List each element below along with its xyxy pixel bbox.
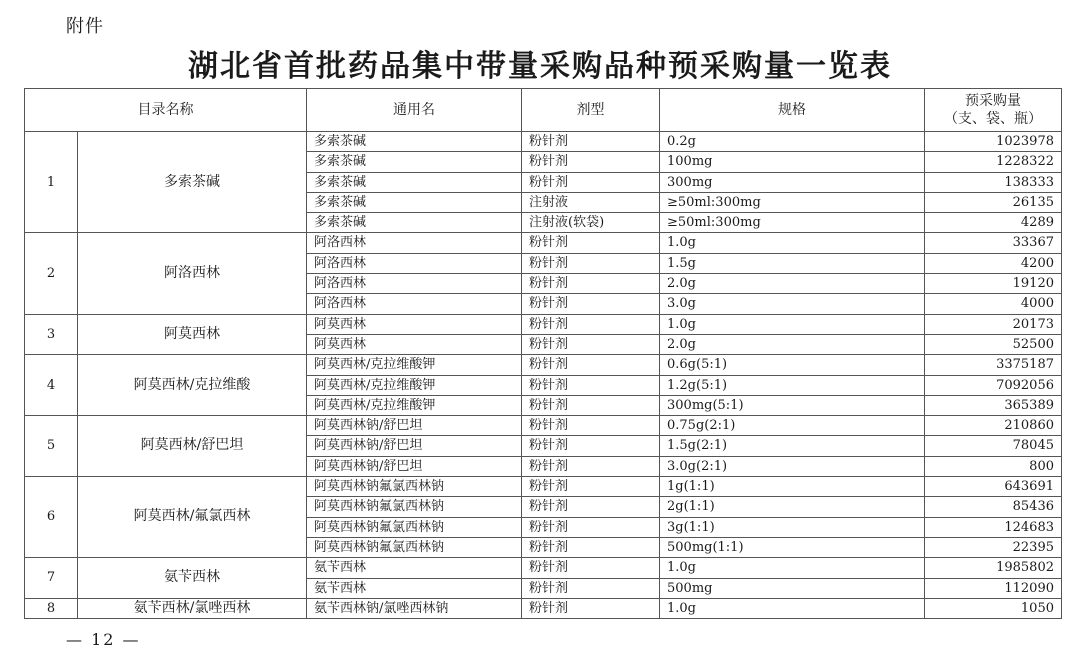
generic-name-cell: 阿洛西林 xyxy=(307,233,522,253)
generic-name-cell: 阿莫西林钠/舒巴坦 xyxy=(307,456,522,476)
specification-cell: 1.0g xyxy=(660,314,925,334)
quantity-cell: 210860 xyxy=(925,416,1062,436)
table-row xyxy=(25,314,1062,334)
generic-name-cell: 阿莫西林钠氟氯西林钠 xyxy=(307,517,522,537)
quantity-cell: 78045 xyxy=(925,436,1062,456)
generic-name-cell: 阿莫西林钠氟氯西林钠 xyxy=(307,477,522,497)
dosage-form-cell: 粉针剂 xyxy=(522,517,660,537)
specification-cell: 100mg xyxy=(660,152,925,172)
quantity-cell: 19120 xyxy=(925,274,1062,294)
generic-name-cell: 多索茶碱 xyxy=(307,213,522,233)
dosage-form-cell: 粉针剂 xyxy=(522,132,660,152)
dosage-form-cell: 粉针剂 xyxy=(522,416,660,436)
group-number: 4 xyxy=(25,355,78,416)
generic-name-cell: 阿莫西林钠氟氯西林钠 xyxy=(307,537,522,557)
quantity-cell: 3375187 xyxy=(925,355,1062,375)
generic-name-cell: 阿莫西林钠/舒巴坦 xyxy=(307,436,522,456)
generic-name-cell: 阿莫西林/克拉维酸钾 xyxy=(307,395,522,415)
group-number: 8 xyxy=(25,598,78,618)
table-row xyxy=(25,355,1062,375)
dosage-form-cell: 粉针剂 xyxy=(522,558,660,578)
generic-name-cell: 多索茶碱 xyxy=(307,192,522,212)
quantity-cell: 124683 xyxy=(925,517,1062,537)
quantity-cell: 22395 xyxy=(925,537,1062,557)
specification-cell: 0.2g xyxy=(660,132,925,152)
dosage-form-cell: 粉针剂 xyxy=(522,436,660,456)
quantity-cell: 33367 xyxy=(925,233,1062,253)
dosage-form-cell: 粉针剂 xyxy=(522,598,660,618)
dosage-form-cell: 粉针剂 xyxy=(522,456,660,476)
group-number: 3 xyxy=(25,314,78,355)
quantity-cell: 1050 xyxy=(925,598,1062,618)
group-number: 2 xyxy=(25,233,78,314)
specification-cell: 1.0g xyxy=(660,558,925,578)
generic-name-cell: 阿洛西林 xyxy=(307,274,522,294)
header-quantity xyxy=(925,89,1062,132)
header-generic: 通用名 xyxy=(307,89,522,132)
catalog-name: 阿莫西林/氟氯西林 xyxy=(78,477,307,558)
table-row xyxy=(25,598,1062,618)
specification-cell: 0.75g(2:1) xyxy=(660,416,925,436)
quantity-cell: 643691 xyxy=(925,477,1062,497)
catalog-name: 阿洛西林 xyxy=(78,233,307,314)
generic-name-cell: 阿莫西林 xyxy=(307,314,522,334)
quantity-cell: 800 xyxy=(925,456,1062,476)
catalog-name: 阿莫西林 xyxy=(78,314,307,355)
dosage-form-cell: 注射液 xyxy=(522,192,660,212)
generic-name-cell: 阿莫西林钠氟氯西林钠 xyxy=(307,497,522,517)
dosage-form-cell: 粉针剂 xyxy=(522,537,660,557)
catalog-name: 阿莫西林/舒巴坦 xyxy=(78,416,307,477)
quantity-cell: 1228322 xyxy=(925,152,1062,172)
quantity-cell: 20173 xyxy=(925,314,1062,334)
specification-cell: ≥50ml:300mg xyxy=(660,192,925,212)
dosage-form-cell: 粉针剂 xyxy=(522,274,660,294)
catalog-name: 氨苄西林/氯唑西林 xyxy=(78,598,307,618)
dosage-form-cell: 粉针剂 xyxy=(522,477,660,497)
quantity-cell: 365389 xyxy=(925,395,1062,415)
dosage-form-cell: 粉针剂 xyxy=(522,395,660,415)
specification-cell: 500mg xyxy=(660,578,925,598)
procurement-table xyxy=(24,88,1062,619)
header-dosage: 剂型 xyxy=(522,89,660,132)
quantity-cell: 138333 xyxy=(925,172,1062,192)
table-row xyxy=(25,132,1062,152)
generic-name-cell: 阿莫西林/克拉维酸钾 xyxy=(307,375,522,395)
specification-cell: 2.0g xyxy=(660,334,925,354)
generic-name-cell: 多索茶碱 xyxy=(307,152,522,172)
quantity-cell: 85436 xyxy=(925,497,1062,517)
header-spec: 规格 xyxy=(660,89,925,132)
dosage-form-cell: 粉针剂 xyxy=(522,497,660,517)
dosage-form-cell: 粉针剂 xyxy=(522,172,660,192)
page-number: — 12 — xyxy=(66,630,141,649)
group-number: 7 xyxy=(25,558,78,599)
specification-cell: 3g(1:1) xyxy=(660,517,925,537)
dosage-form-cell: 粉针剂 xyxy=(522,314,660,334)
specification-cell: 300mg xyxy=(660,172,925,192)
quantity-cell: 4200 xyxy=(925,253,1062,273)
specification-cell: 1.5g(2:1) xyxy=(660,436,925,456)
specification-cell: 1.0g xyxy=(660,233,925,253)
table-body xyxy=(25,132,1062,619)
generic-name-cell: 氨苄西林 xyxy=(307,558,522,578)
generic-name-cell: 氨苄西林钠/氯唑西林钠 xyxy=(307,598,522,618)
dosage-form-cell: 粉针剂 xyxy=(522,233,660,253)
group-number: 1 xyxy=(25,132,78,233)
specification-cell: 3.0g(2:1) xyxy=(660,456,925,476)
generic-name-cell: 阿莫西林/克拉维酸钾 xyxy=(307,355,522,375)
specification-cell: 1.0g xyxy=(660,598,925,618)
quantity-cell: 1985802 xyxy=(925,558,1062,578)
quantity-cell: 26135 xyxy=(925,192,1062,212)
specification-cell: 0.6g(5:1) xyxy=(660,355,925,375)
catalog-name: 阿莫西林/克拉维酸 xyxy=(78,355,307,416)
dosage-form-cell: 注射液(软袋) xyxy=(522,213,660,233)
table-row xyxy=(25,477,1062,497)
table-header-row xyxy=(25,89,1062,132)
table-row xyxy=(25,416,1062,436)
document-title: 湖北省首批药品集中带量采购品种预采购量一览表 xyxy=(188,49,892,84)
quantity-cell: 4289 xyxy=(925,213,1062,233)
dosage-form-cell: 粉针剂 xyxy=(522,152,660,172)
specification-cell: ≥50ml:300mg xyxy=(660,213,925,233)
group-number: 6 xyxy=(25,477,78,558)
generic-name-cell: 阿洛西林 xyxy=(307,253,522,273)
quantity-cell: 1023978 xyxy=(925,132,1062,152)
attachment-label: 附件 xyxy=(66,16,104,37)
catalog-name: 多索茶碱 xyxy=(78,132,307,233)
quantity-cell: 4000 xyxy=(925,294,1062,314)
quantity-cell: 7092056 xyxy=(925,375,1062,395)
quantity-cell: 112090 xyxy=(925,578,1062,598)
dosage-form-cell: 粉针剂 xyxy=(522,334,660,354)
generic-name-cell: 阿莫西林钠/舒巴坦 xyxy=(307,416,522,436)
header-catalog: 目录名称 xyxy=(25,89,307,132)
specification-cell: 1.2g(5:1) xyxy=(660,375,925,395)
quantity-cell: 52500 xyxy=(925,334,1062,354)
generic-name-cell: 阿洛西林 xyxy=(307,294,522,314)
specification-cell: 300mg(5:1) xyxy=(660,395,925,415)
specification-cell: 2g(1:1) xyxy=(660,497,925,517)
specification-cell: 500mg(1:1) xyxy=(660,537,925,557)
specification-cell: 2.0g xyxy=(660,274,925,294)
header-quantity-line1: 预采购量 xyxy=(965,93,1021,109)
catalog-name: 氨苄西林 xyxy=(78,558,307,599)
dosage-form-cell: 粉针剂 xyxy=(522,375,660,395)
table-row xyxy=(25,233,1062,253)
dosage-form-cell: 粉针剂 xyxy=(522,294,660,314)
dosage-form-cell: 粉针剂 xyxy=(522,253,660,273)
header-quantity-line2: （支、袋、瓶） xyxy=(944,111,1042,127)
generic-name-cell: 多索茶碱 xyxy=(307,132,522,152)
dosage-form-cell: 粉针剂 xyxy=(522,355,660,375)
specification-cell: 1g(1:1) xyxy=(660,477,925,497)
generic-name-cell: 多索茶碱 xyxy=(307,172,522,192)
group-number: 5 xyxy=(25,416,78,477)
generic-name-cell: 阿莫西林 xyxy=(307,334,522,354)
specification-cell: 1.5g xyxy=(660,253,925,273)
dosage-form-cell: 粉针剂 xyxy=(522,578,660,598)
generic-name-cell: 氨苄西林 xyxy=(307,578,522,598)
specification-cell: 3.0g xyxy=(660,294,925,314)
table-row xyxy=(25,558,1062,578)
